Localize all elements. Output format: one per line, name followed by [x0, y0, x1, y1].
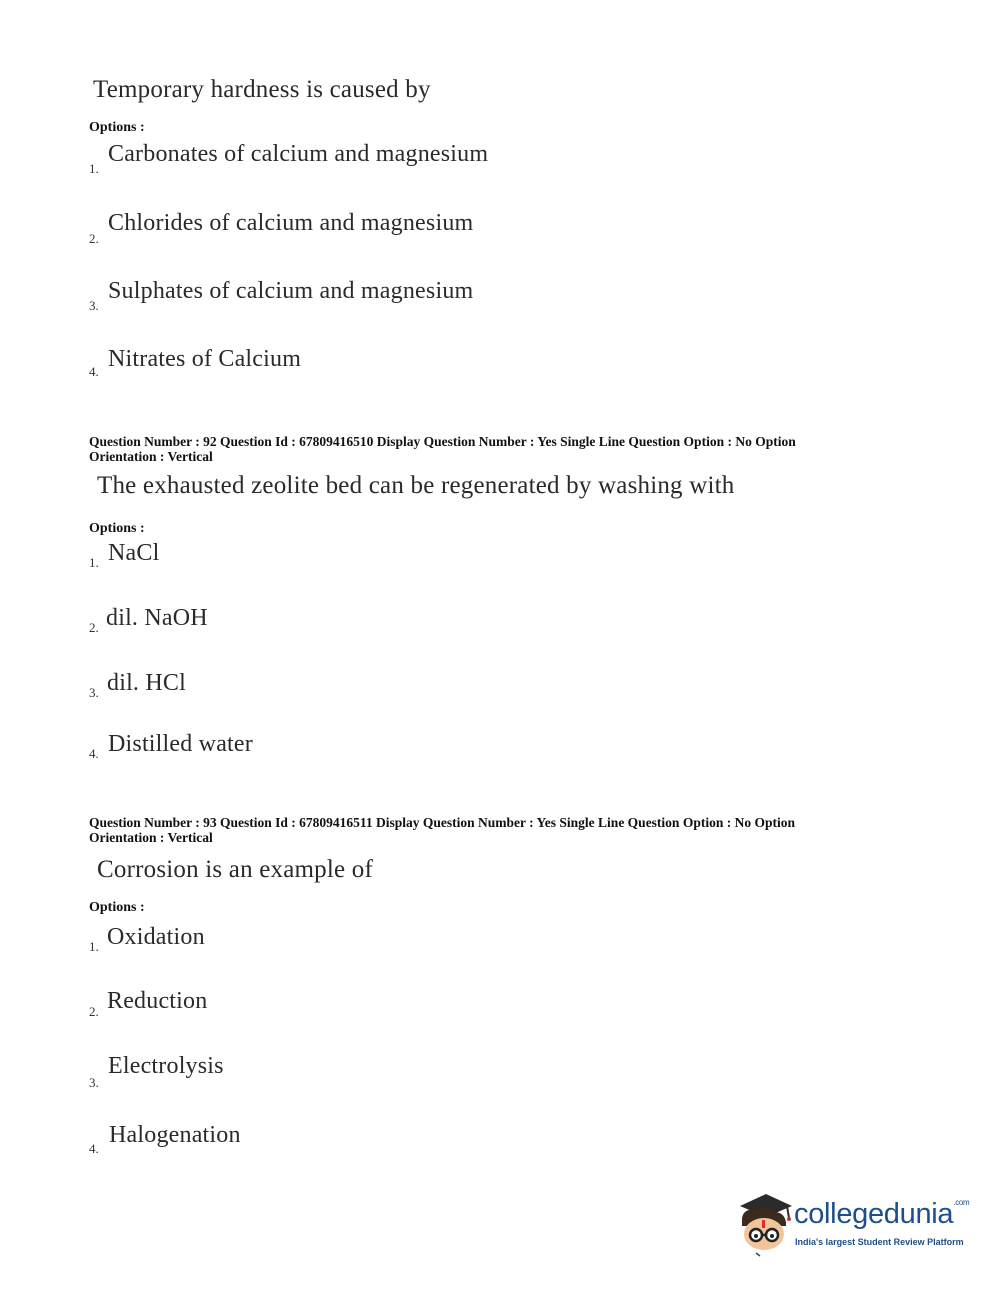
option-text: NaCl [108, 540, 160, 566]
option-number: 2. [89, 231, 99, 246]
option-number: 1. [89, 161, 99, 176]
question-93-meta [89, 815, 795, 845]
option-text: Sulphates of calcium and magnesium [108, 278, 474, 304]
question-92-meta [89, 434, 796, 464]
option-text: Halogenation [109, 1122, 241, 1148]
option-number: 2. [89, 1004, 99, 1019]
logo-wordmark: collegedunia [794, 1198, 954, 1230]
question-93-text: Corrosion is an example of [97, 856, 373, 883]
logo-tagline: India's largest Student Review Platform [795, 1237, 964, 1247]
option-number: 1. [89, 939, 99, 954]
option-text: Carbonates of calcium and magnesium [108, 141, 489, 167]
question-92-text: The exhausted zeolite bed can be regenerated by washing with [97, 472, 735, 499]
question-meta-line: Orientation : Vertical [89, 449, 213, 464]
option-text: dil. HCl [107, 670, 186, 696]
options-label: Options : [89, 120, 145, 135]
options-label: Options : [89, 521, 145, 536]
logo-suffix: .com [953, 1198, 970, 1207]
option-number: 3. [89, 1075, 99, 1090]
options-label: Options : [89, 900, 145, 915]
question-meta-line: Orientation : Vertical [89, 830, 213, 845]
question-91-text: Temporary hardness is caused by [93, 76, 431, 103]
option-number: 3. [89, 298, 99, 313]
option-number: 4. [89, 1141, 99, 1156]
option-number: 2. [89, 620, 99, 635]
option-text: Electrolysis [108, 1053, 224, 1079]
collegedunia-logo [734, 1190, 970, 1260]
option-text: Oxidation [107, 924, 205, 950]
question-meta-line: Question Number : 92 Question Id : 67809416510 Display Question Number : Yes Single Line Question Option : No Option [89, 434, 796, 449]
mascot-icon [734, 1190, 796, 1260]
option-text: Nitrates of Calcium [108, 346, 302, 372]
option-number: 4. [89, 364, 99, 379]
option-number: 1. [89, 555, 99, 570]
option-number: 3. [89, 685, 99, 700]
question-meta-line: Question Number : 93 Question Id : 67809416511 Display Question Number : Yes Single Line Question Option : No Option [89, 815, 795, 830]
option-text: Distilled water [108, 731, 253, 757]
option-text: Chlorides of calcium and magnesium [108, 210, 474, 236]
option-text: Reduction [107, 988, 208, 1014]
option-text: dil. NaOH [106, 605, 208, 631]
option-number: 4. [89, 746, 99, 761]
